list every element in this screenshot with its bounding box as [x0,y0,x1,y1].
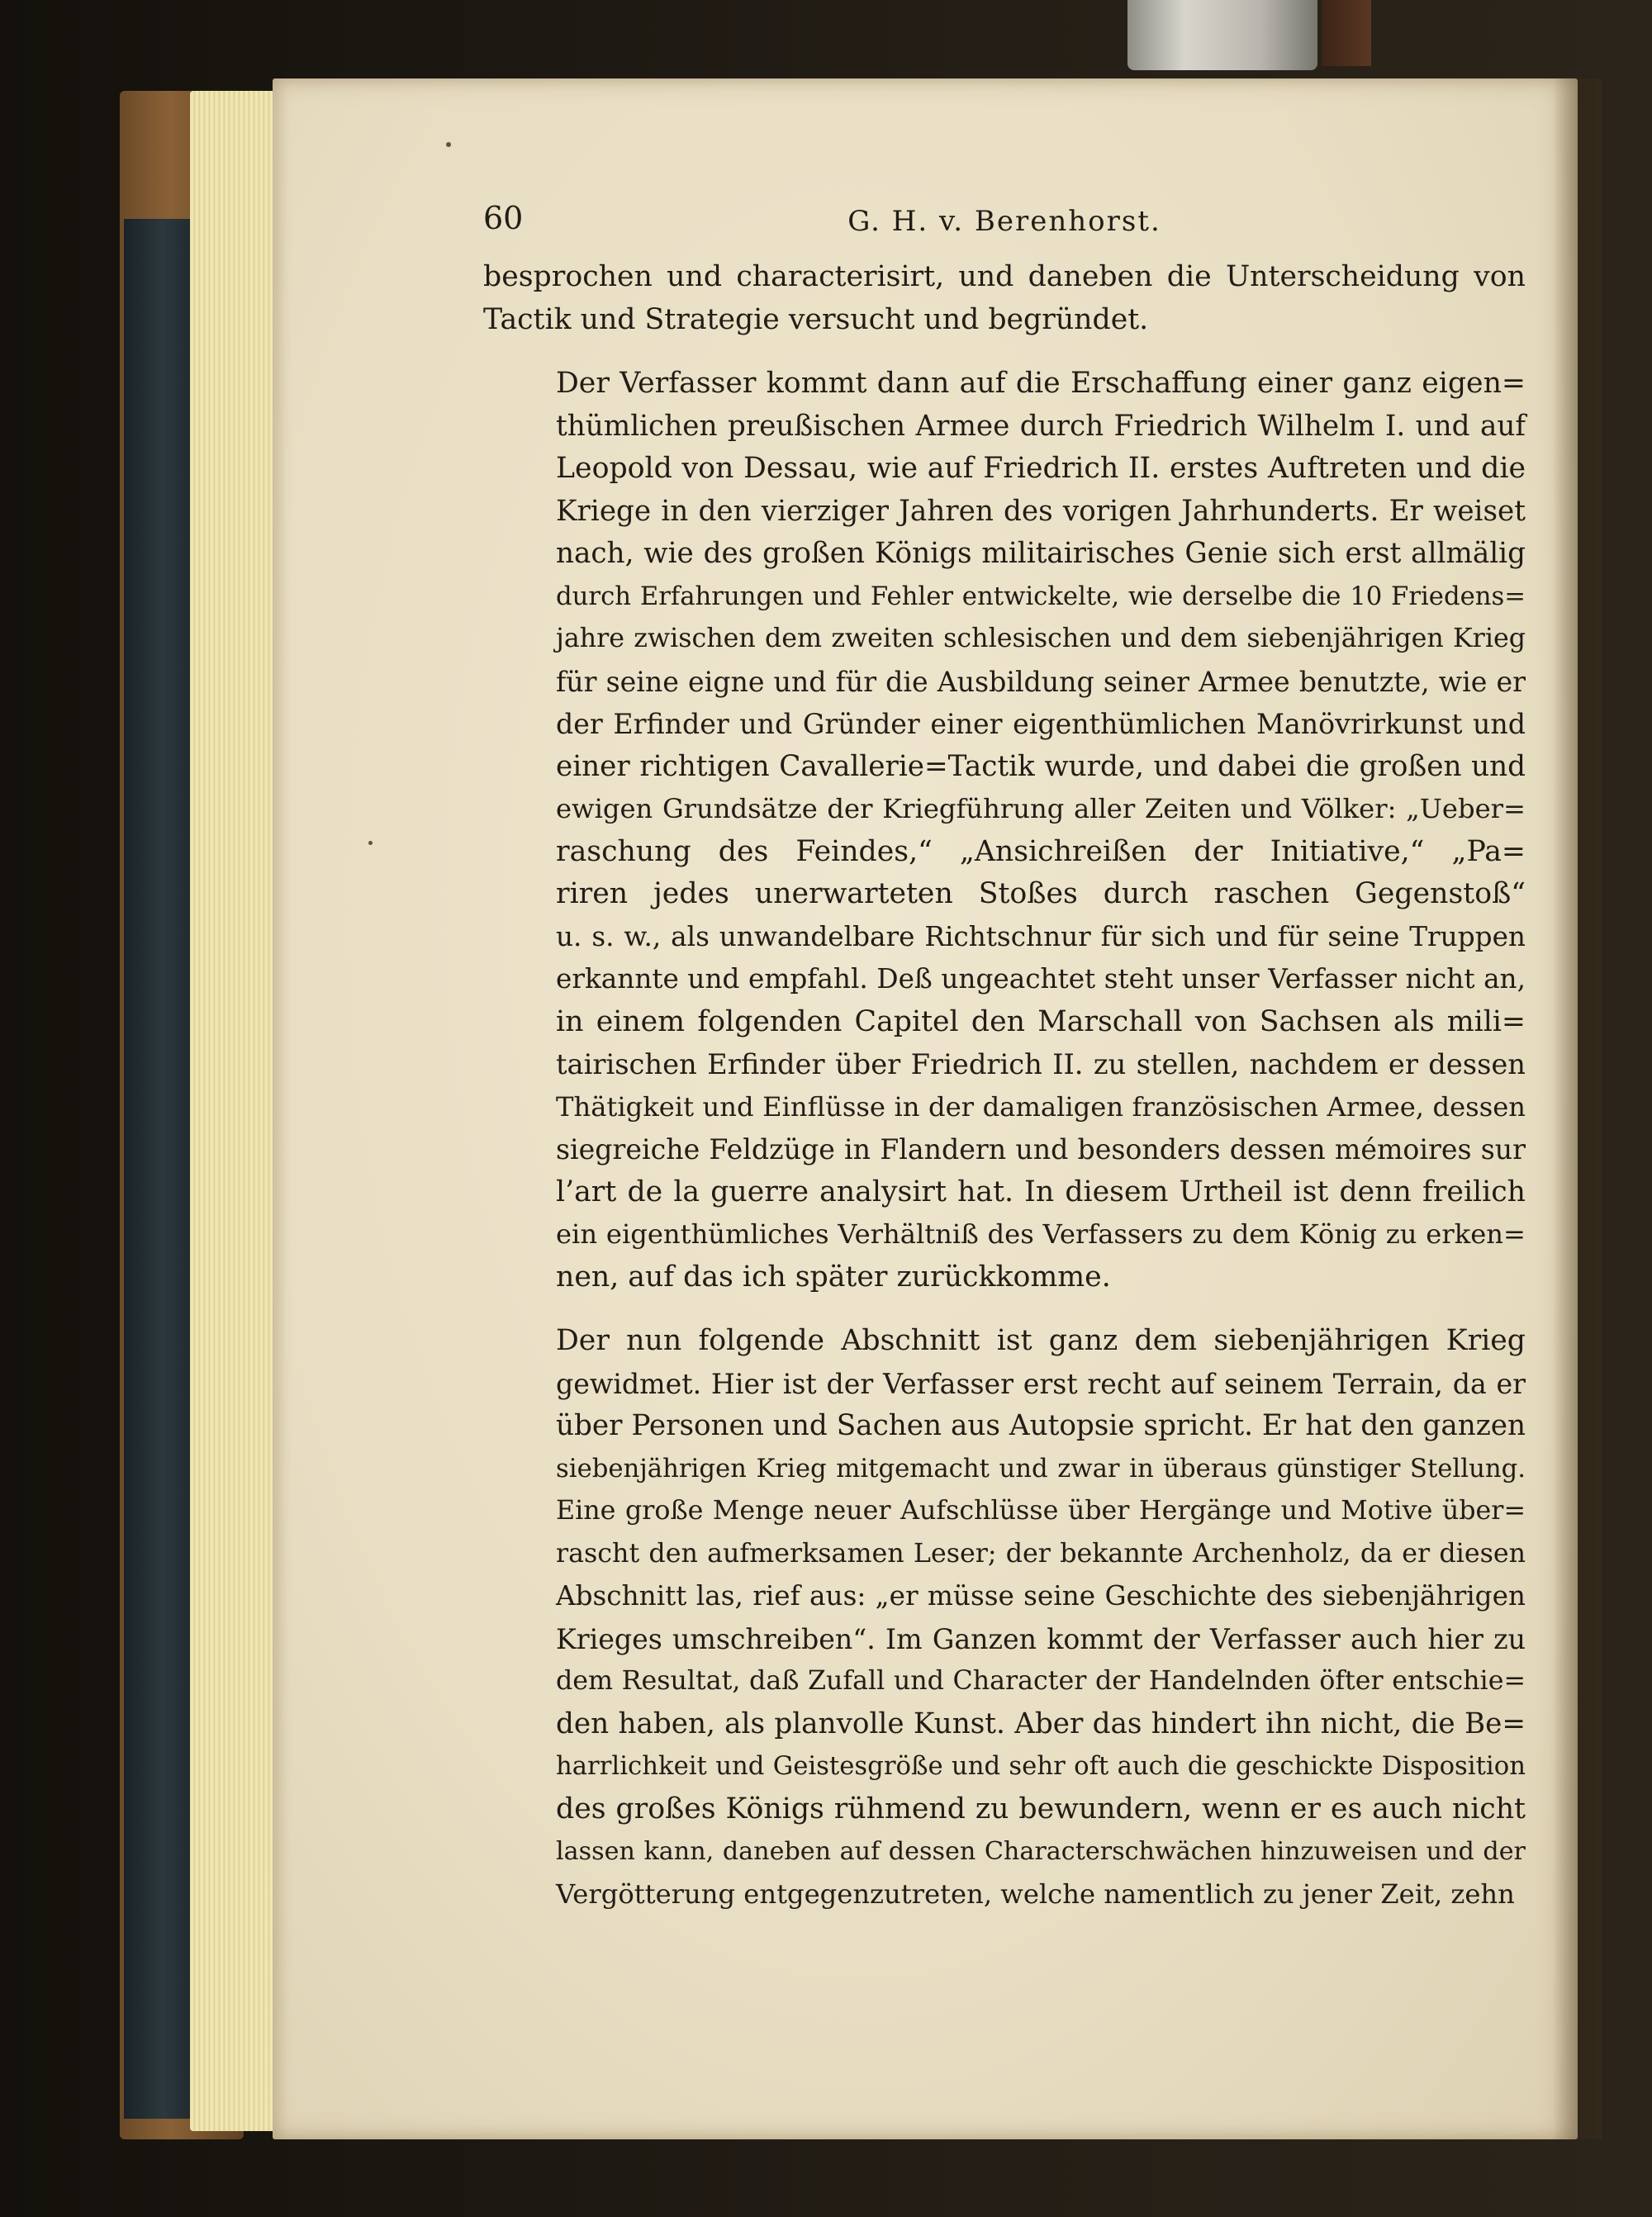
text-line: raschung des Feindes,“ „Ansichreißen der Initiative,“ „Pa= [556,834,1526,868]
ribbon-marker [1322,0,1371,66]
text-line: riren jedes unerwarteten Stoßes durch raschen Gegenstoß“ [556,877,1526,910]
text-line: über Personen und Sachen aus Autopsie spricht. Er hat den ganzen [556,1409,1526,1442]
text-line: für seine eigne und für die Ausbildung seiner Armee benutzte, wie er [556,665,1526,698]
text-line: rascht den aufmerksamen Leser; der bekannte Archenholz, da er diesen [556,1538,1526,1569]
text-line: tairischen Erfinder über Friedrich II. zu stellen, nachdem er dessen [556,1048,1526,1080]
text-line: Tactik und Strategie versucht und begründet. [483,302,1149,336]
gutter-shadow [1553,78,1602,2139]
text-line: ein eigenthümliches Verhältniß des Verfassers zu dem König zu erken= [556,1218,1526,1250]
text-line: besprochen und characterisirt, und daneben die Unterscheidung von [483,260,1526,293]
text-line: Thätigkeit und Einflüsse in der damaligen französischen Armee, dessen [556,1090,1526,1123]
text-line: der Erfinder und Gründer einer eigenthümlichen Manövrirkunst und [556,708,1526,740]
text-line: harrlichkeit und Geistesgröße und sehr oft auch die geschickte Disposition [556,1752,1526,1781]
text-line: l’art de la guerre analysirt hat. In diesem Urtheil ist denn freilich [556,1175,1526,1208]
page-number: 60 [483,200,524,236]
text-line: Vergötterung entgegenzutreten, welche namentlich zu jener Zeit, zehn [556,1878,1515,1910]
text-line: Leopold von Dessau, wie auf Friedrich II. erstes Auftreten und die [556,452,1526,485]
text-line: gewidmet. Hier ist der Verfasser erst recht auf seinem Terrain, da er [556,1367,1526,1400]
text-line: thümlichen preußischen Armee durch Friedrich Wilhelm I. und auf [556,409,1526,443]
paragraph [483,1320,1526,1916]
text-line: ewigen Grundsätze der Kriegführung aller Zeiten und Völker: „Ueber= [556,793,1526,824]
paragraph [483,363,1526,1298]
text-line: Abschnitt las, rief aus: „er müsse seine Geschichte des siebenjährigen [556,1580,1526,1612]
dust-speck [368,841,373,845]
running-head [483,190,1526,256]
page-text [483,190,1526,1937]
text-line: durch Erfahrungen und Fehler entwickelte, wie derselbe die 10 Friedens= [556,582,1526,611]
running-title: G. H. v. Berenhorst. [847,205,1161,238]
text-line: einer richtigen Cavallerie=Tactik wurde, und dabei die großen und [556,749,1526,783]
dust-speck [446,142,451,147]
text-line: des großes Königs rühmend zu bewundern, wenn er es auch nicht [556,1792,1526,1825]
body-text [483,256,1526,1916]
text-line: nach, wie des großen Königs militairisches Genie sich erst allmälig [556,537,1526,570]
text-line: dem Resultat, daß Zufall und Character der Handelnden öfter entschie= [556,1666,1526,1696]
text-line: Krieges umschreiben“. Im Ganzen kommt der Verfasser auch hier zu [556,1622,1526,1655]
text-line: erkannte und empfahl. Deß ungeachtet steht unser Verfasser nicht an, [556,963,1526,995]
text-line: in einem folgenden Capitel den Marschall von Sachsen als mili= [556,1004,1526,1038]
text-line: Der nun folgende Abschnitt ist ganz dem siebenjährigen Krieg [556,1324,1526,1357]
page-edges [190,91,281,2131]
text-line: siegreiche Feldzüge in Flandern und besonders dessen mémoires sur [556,1133,1526,1165]
text-line: den haben, als planvolle Kunst. Aber das hindert ihn nicht, die Be= [556,1707,1526,1740]
text-line: lassen kann, daneben auf dessen Characterschwächen hinzuweisen und der [556,1837,1526,1866]
bookmark-clip [1127,0,1317,70]
text-line: Eine große Menge neuer Aufschlüsse über Hergänge und Motive über= [556,1496,1526,1526]
text-line: siebenjährigen Krieg mitgemacht und zwar in überaus günstiger Stellung. [556,1454,1526,1484]
text-line: jahre zwischen dem zweiten schlesischen und dem siebenjährigen Krieg [556,624,1526,653]
text-line: Kriege in den vierziger Jahren des vorigen Jahrhunderts. Er weiset [556,494,1526,528]
text-line: nen, auf das ich später zurückkomme. [556,1260,1111,1294]
text-line: Der Verfasser kommt dann auf die Erschaffung einer ganz eigen= [556,367,1526,400]
text-line: u. s. w., als unwandelbare Richtschnur für sich und für seine Truppen [556,920,1526,952]
paragraph [483,256,1526,341]
